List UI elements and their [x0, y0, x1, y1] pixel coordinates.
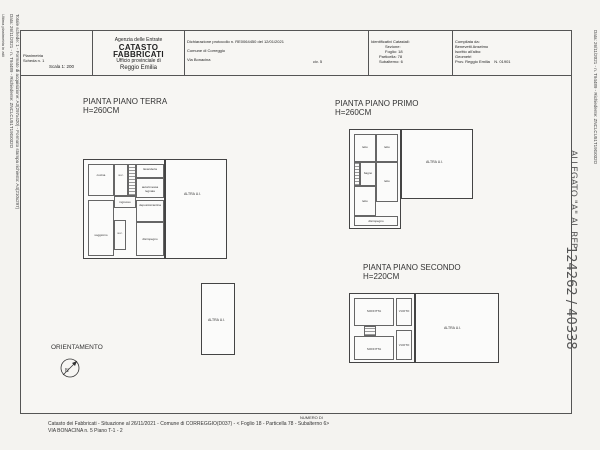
- compilatore: Benevetti Anselmo: [455, 44, 489, 49]
- handwritten-allegato: ALLEGATO "A" AL REP: [568, 150, 578, 249]
- room-soffitta-2: SOFFITTA: [354, 336, 394, 360]
- iscritto-label: Iscritto all'albo:: [455, 49, 482, 54]
- agency-cell: [93, 31, 185, 75]
- room-stairs-2: [364, 326, 376, 336]
- albo-number: N. 01901: [494, 59, 511, 64]
- dichiarazione: Dichiarazione protocollo n. RE0064450 del 12/01/2021: [187, 39, 284, 44]
- orientamento-label: ORIENTAMENTO: [51, 344, 103, 351]
- room-bagno: w.c.: [114, 220, 126, 250]
- room-wc: w.c.: [114, 164, 128, 196]
- side-request-right: Data: 26/11/2021 - n. T94489 - Richiedente: ZNCLCU51T19G032O: [593, 30, 598, 165]
- room-stairs-1: [354, 162, 360, 186]
- room-bagno-1: bagno: [360, 162, 376, 186]
- cadastral-sheet: [20, 30, 572, 414]
- sheet-header: [21, 31, 571, 76]
- plan-piano-secondo: [349, 293, 415, 363]
- foglio: Foglio: 18: [385, 49, 403, 54]
- footer-situazione: Catasto dei Fabbricati - Situazione al 26/11/2021 - Comune di CORREGGIO(D037) - < Foglio 18 - Particella 78 - Subalterno 6>: [48, 421, 330, 427]
- room-letto-1: letto: [354, 134, 376, 162]
- plan-piano-terra: [83, 159, 165, 259]
- provincia: Prov. Reggio Emilia: [455, 59, 490, 64]
- room-soffitta-1: SOFFITTA: [354, 298, 394, 326]
- scala: Scala 1: 200: [49, 64, 75, 69]
- title-piano-secondo: PIANTA PIANO SECONDO H=220CM: [363, 263, 461, 281]
- scheda-number: Scheda n. 1: [23, 58, 45, 63]
- particella: Particella: 78: [379, 54, 403, 59]
- room-ingresso: ingresso: [114, 196, 136, 208]
- room-letto-2: letto: [376, 134, 398, 162]
- room-stairs: [128, 164, 136, 196]
- plan-altra-ui-first: ALTRA U.I.: [401, 129, 473, 199]
- room-disimpegno: disimpegno: [136, 222, 164, 256]
- plan-piano-primo: [349, 129, 401, 229]
- side-note-left: Ultima planimetria in atti: [1, 14, 6, 57]
- room-vuoto-2: VUOTO: [396, 330, 412, 360]
- footer-address: VIA BONACINA n. 5 Piano T-1 - 2: [48, 428, 123, 434]
- via: Via Bonacina: [187, 57, 211, 62]
- civico: civ. 5: [313, 59, 323, 64]
- svg-text:N: N: [65, 368, 69, 374]
- identificativi-label: Identificativi Catastali:: [371, 39, 410, 44]
- comune: Comune di Correggio: [187, 48, 226, 53]
- plan-altra-ui-second: ALTRA U.I.: [415, 293, 499, 363]
- side-format-left: Totale schede: 1 - Formato di acquisizione: A3(297x420) - Formato stampa richiesto: A4(210x297): [15, 14, 20, 210]
- agency-name: Agenzia delle Entrate: [114, 37, 163, 43]
- title-piano-primo: PIANTA PIANO PRIMO H=260CM: [335, 99, 419, 117]
- room-autorimessa: autorimessa legnaia: [136, 178, 164, 198]
- dichiarazione-cell: [185, 31, 369, 75]
- catasto-title: CATASTO FABBRICATI: [113, 43, 164, 59]
- handwritten-rep: 124262 / 40338: [563, 246, 578, 350]
- compass-icon: [59, 357, 81, 379]
- compilata-label: Compilata da:: [455, 39, 480, 44]
- room-disimpegno-1: disimpegno: [354, 216, 398, 226]
- ufficio-label: Ufficio provinciale di: [116, 58, 161, 64]
- title-piano-terra: PIANTA PIANO TERRA H=260CM: [83, 97, 168, 115]
- room-letto-3: letto: [354, 186, 376, 216]
- scheda-cell: [21, 31, 93, 75]
- room-lavanderia: lavanderia: [136, 164, 164, 178]
- planimetria-label: Planimetria: [23, 53, 44, 58]
- subalterno: Subalterno: 6: [379, 59, 403, 64]
- room-letto-4: letto: [376, 162, 398, 202]
- sezione: Sezione:: [385, 44, 401, 49]
- room-cucina: cucina: [88, 164, 114, 196]
- room-vuoto-1: VUOTO: [396, 298, 412, 326]
- ufficio-city: Reggio Emilia: [119, 65, 158, 71]
- plan-altra-ui-ground: ALTRA U.I.: [165, 159, 227, 259]
- room-deposito: deposito/cantina: [136, 200, 164, 222]
- plan-altra-ui-court: ALTRA U.I.: [201, 283, 235, 355]
- room-soggiorno: soggiorno: [88, 200, 114, 256]
- identificativi-cell: [369, 31, 453, 75]
- side-request-left: Data: 26/11/2021 - n. T94489 - Richiedente: ZNCLCU51T19G032O: [9, 14, 14, 149]
- compilata-cell: [453, 31, 571, 75]
- albo: Geometri: [455, 54, 472, 59]
- footer-page-number: NUMERO DI: [300, 415, 323, 420]
